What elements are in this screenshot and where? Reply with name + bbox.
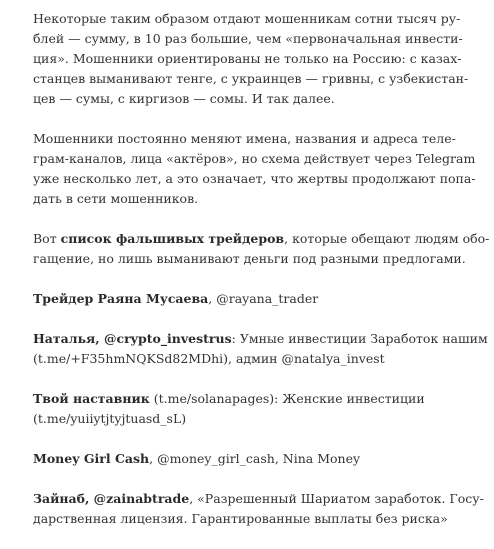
- list-intro-paragraph: [33, 229, 490, 269]
- trader-details: : Умные инвестиции Заработок нашим: [231, 331, 488, 346]
- trader-entry: [33, 329, 488, 369]
- article-body: [33, 9, 490, 549]
- trader-entry: [33, 489, 484, 529]
- text-line: [33, 389, 473, 409]
- trader-name: Наталья, @crypto_investrus: [33, 331, 232, 346]
- trader-details: (t.me/solanapages): Женские инвестиции: [149, 391, 425, 406]
- text-line: Некоторые таким образом отдают мошенникам сотни тысяч ру-: [33, 11, 461, 26]
- text-line: Мошенники постоянно меняют имена, названия и адреса теле-: [33, 131, 456, 146]
- trader-details: , @money_girl_cash, Nina Money: [149, 451, 361, 466]
- text-line: [33, 329, 488, 349]
- trader-entry: [33, 449, 473, 469]
- trader-details: , «Разрешенный Шариатом заработок. Госу-: [189, 491, 484, 506]
- text-line: [33, 289, 473, 309]
- text-line: цев — сумы, с киргизов — сомы. И так далее.: [33, 91, 335, 106]
- text-line: [33, 229, 490, 249]
- trader-name: Твой наставник: [33, 391, 150, 406]
- trader-name: Трейдер Раяна Мусаева: [33, 291, 209, 306]
- text-line: станцев выманивают тенге, с украинцев — гривны, с узбекистан-: [33, 71, 469, 86]
- text-line: уже несколько лет, а это означает, что жертвы продолжают попа-: [33, 171, 476, 186]
- text-line: блей — сумму, в 10 раз большие, чем «первоначальная инвести-: [33, 31, 463, 46]
- text-line: [33, 489, 484, 509]
- list-intro-suffix: , которые обещают людям обо-: [284, 231, 490, 246]
- trader-name: Money Girl Cash: [33, 451, 150, 466]
- intro-paragraph: [33, 9, 473, 109]
- trader-entry: [33, 389, 473, 429]
- text-line: (t.me/+F35hmNQKSd82MDhi), админ @natalya_invest: [33, 351, 385, 366]
- text-line: (t.me/yuiiytjtyjtuasd_sL): [33, 411, 187, 426]
- text-line: ция». Мошенники ориентированы не только на Россию: с казах-: [33, 51, 462, 66]
- trader-name: Зайнаб, @zainabtrade: [33, 491, 190, 506]
- text-line: гащение, но лишь выманивают деньги под разными предлогами.: [33, 251, 466, 266]
- list-intro-prefix: Вот: [33, 231, 61, 246]
- scheme-paragraph: [33, 129, 476, 209]
- trader-details: , @rayana_trader: [208, 291, 319, 306]
- trader-entry: [33, 289, 473, 309]
- text-line: дарственная лицензия. Гарантированные выплаты без риска»: [33, 511, 448, 526]
- list-intro-bold: список фальшивых трейдеров: [60, 231, 285, 246]
- text-line: [33, 449, 473, 469]
- text-line: дать в сети мошенников.: [33, 191, 199, 206]
- text-line: грам-каналов, лица «актёров», но схема действует через Telegram: [33, 151, 476, 166]
